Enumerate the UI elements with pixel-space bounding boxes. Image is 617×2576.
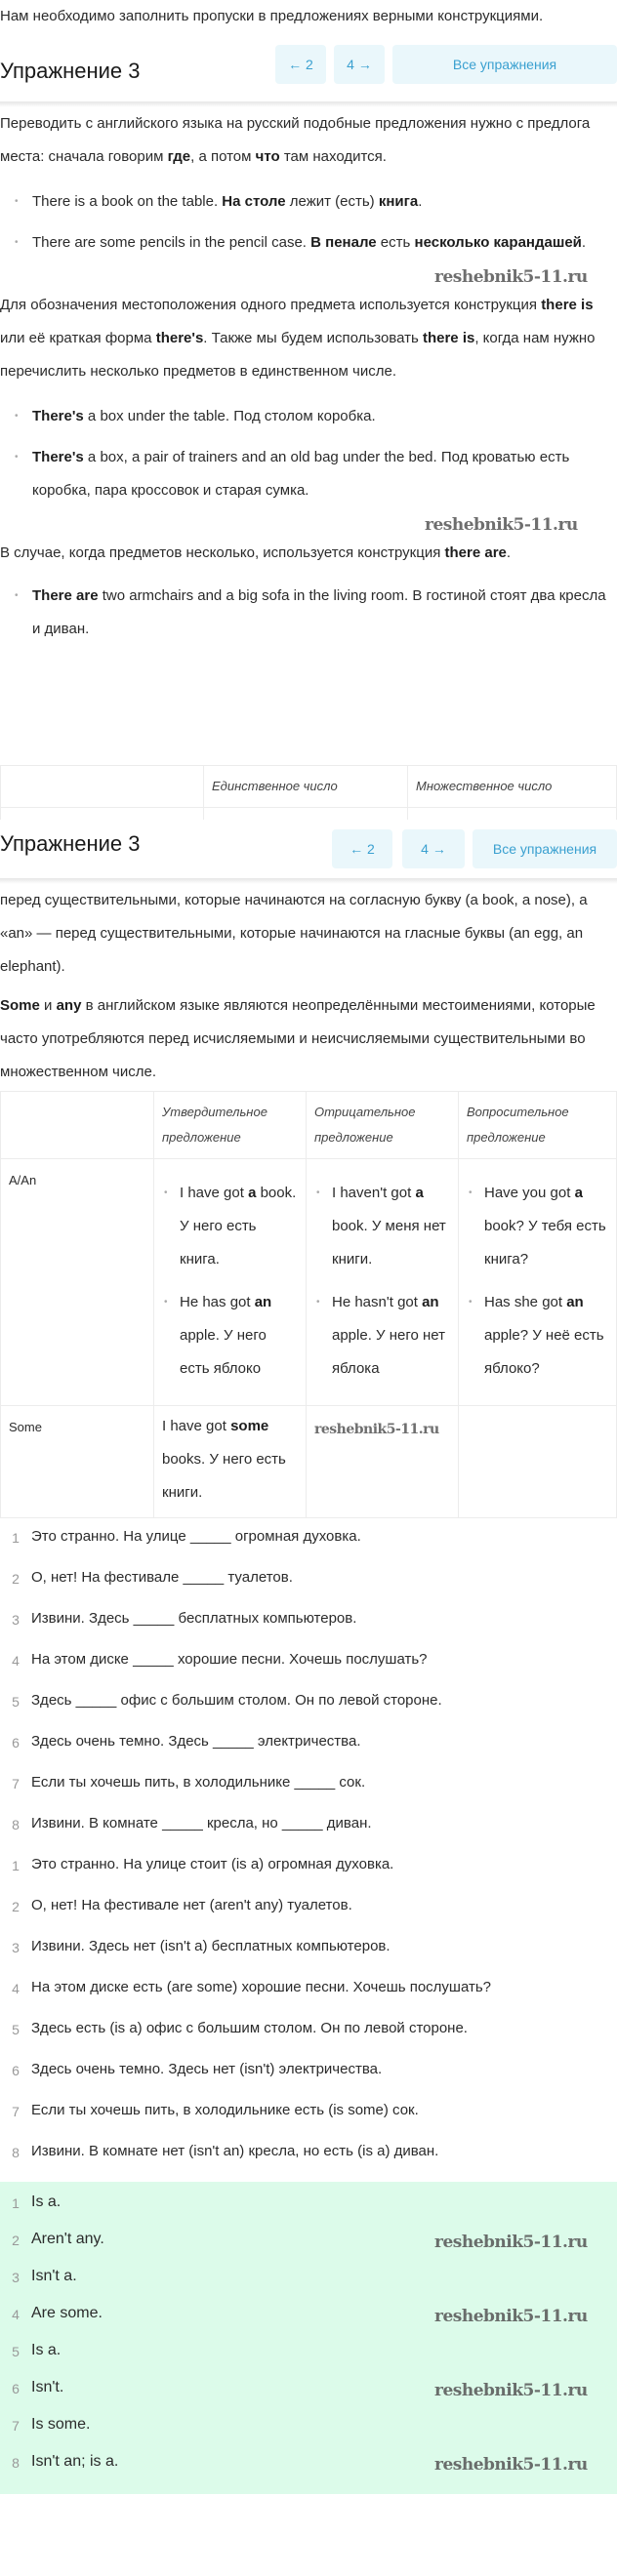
text: There are some pencils in the pencil case.	[32, 234, 311, 251]
text: He hasn't got	[332, 1294, 423, 1310]
theory-paragraph	[0, 537, 617, 570]
watermark: reshebnik5-11.ru	[314, 1422, 439, 1437]
bold-text: В пенале	[310, 234, 377, 251]
item-text: Извини. В комнате _____ кресла, но _____ диван.	[31, 1815, 372, 1831]
item-text: О, нет! На фестивале нет (aren't any) туалетов.	[31, 1897, 352, 1913]
list-item	[32, 226, 617, 260]
answer-item	[0, 2266, 617, 2303]
text: , а потом	[190, 148, 256, 165]
item-number: 8	[12, 2145, 20, 2160]
text: .	[506, 544, 512, 561]
number-table	[0, 765, 617, 820]
sticky-exercise-header	[0, 820, 617, 884]
text: book. У него есть книга.	[180, 1185, 297, 1268]
exercise-item	[0, 1731, 617, 1772]
text: two armchairs and a big sofa in the living room. В гостиной стоят два кресла и диван.	[32, 587, 606, 637]
item-text: Isn't an; is a.	[31, 2453, 119, 2470]
all-exercises-button[interactable]: Все упражнения	[473, 829, 617, 868]
page-title: Упражнение 3	[0, 59, 141, 83]
item-text: Здесь есть (is a) офис с большим столом. Он по левой стороне.	[31, 2020, 468, 2036]
item-text: Извини. Здесь нет (isn't a) бесплатных компьютеров.	[31, 1938, 391, 1954]
translation-item	[0, 1977, 617, 2018]
text: book? У тебя есть книга?	[484, 1218, 606, 1268]
example-list	[0, 185, 617, 260]
item-text: Если ты хочешь пить, в холодильнике _____ сок.	[31, 1774, 366, 1791]
item-text: Aren't any.	[31, 2231, 104, 2247]
list-item	[32, 580, 617, 646]
text: или её краткая форма	[0, 330, 156, 346]
item-text: Извини. Здесь _____ бесплатных компьютеров.	[31, 1610, 357, 1627]
translation-item	[0, 2059, 617, 2100]
item-text: О, нет! На фестивале _____ туалетов.	[31, 1569, 293, 1586]
list-item	[32, 441, 617, 507]
prev-exercise-button[interactable]: ← 2	[275, 45, 326, 84]
all-exercises-button[interactable]: Все упражнения	[392, 45, 617, 84]
example-list	[0, 580, 617, 646]
intro-text: Нам необходимо заполнить пропуски в предложениях верными конструкциями.	[0, 8, 544, 24]
theory-paragraph	[0, 289, 617, 388]
translation-item	[0, 2141, 617, 2182]
theory-section	[0, 0, 617, 820]
item-number: 6	[12, 2063, 20, 2078]
item-text: На этом диске _____ хорошие песни. Хочешь послушать?	[31, 1651, 428, 1668]
table-header-cell	[1, 1092, 154, 1159]
item-number: 4	[12, 2307, 20, 2322]
item-number: 7	[12, 2418, 20, 2434]
watermark: reshebnik5-11.ru	[434, 2233, 588, 2252]
item-number: 2	[12, 2233, 20, 2248]
table-cell	[154, 1406, 307, 1518]
item-number: 5	[12, 2022, 20, 2037]
text: .	[581, 234, 587, 251]
item-number: 5	[12, 1694, 20, 1710]
answers-box	[0, 2182, 617, 2494]
text: I haven't got	[332, 1185, 416, 1201]
bold-text: a	[574, 1185, 583, 1201]
text: a box under the table. Под столом коробка.	[83, 408, 376, 424]
item-number: 4	[12, 1653, 20, 1669]
item-number: 3	[12, 2270, 20, 2285]
answer-item	[0, 2303, 617, 2340]
text: В случае, когда предметов несколько, используется конструкция	[0, 544, 445, 561]
item-number: 1	[12, 1530, 20, 1546]
bold-text: there's	[155, 330, 204, 346]
translation-item	[0, 2100, 617, 2141]
example-list	[0, 400, 617, 507]
exercise-header	[0, 45, 617, 101]
text: Has she got	[484, 1294, 567, 1310]
item-number: 6	[12, 1735, 20, 1751]
item-number: 3	[12, 1612, 20, 1628]
prev-exercise-button[interactable]: ← 2	[332, 829, 392, 868]
theory-paragraph: перед существительными, которые начинаются на согласную букву (a book, a nose), а «an» — перед существительными, которые начинаются на гласные буквы (an egg, an elephant).	[0, 892, 588, 975]
watermark: reshebnik5-11.ru	[425, 515, 578, 535]
item-text: Is a.	[31, 2194, 62, 2210]
table-header-cell: Вопросительное предложение	[459, 1092, 617, 1159]
list-item	[32, 185, 617, 219]
list-item	[484, 1177, 608, 1276]
text: есть	[376, 234, 415, 251]
page-title: Упражнение 3	[0, 831, 141, 856]
text: book. У меня нет книги.	[332, 1218, 446, 1268]
item-text: Is a.	[31, 2342, 62, 2358]
list-item	[332, 1177, 450, 1276]
text: books. У него есть книги.	[162, 1451, 286, 1501]
bold-text: где	[167, 148, 191, 165]
watermark: reshebnik5-11.ru	[434, 2381, 588, 2400]
item-number: 4	[12, 1981, 20, 1996]
bold-text: there is	[422, 330, 475, 346]
bold-text: an	[254, 1294, 272, 1310]
text: , когда нам нужно перечислить несколько предметов в единственном числе.	[0, 330, 596, 380]
list-item	[32, 400, 617, 433]
bold-text: книга	[378, 193, 419, 210]
translation-list	[0, 1854, 617, 2182]
text: There is a book on the table.	[32, 193, 223, 210]
item-number: 8	[12, 2455, 20, 2471]
list-item	[180, 1286, 298, 1386]
item-text: Здесь _____ офис с большим столом. Он по левой стороне.	[31, 1692, 442, 1709]
item-text: Isn't a.	[31, 2268, 77, 2284]
item-number: 2	[12, 1571, 20, 1587]
bold-text: a	[415, 1185, 424, 1201]
bold-text: an	[566, 1294, 584, 1310]
bold-text: несколько карандашей	[414, 234, 582, 251]
text: и	[39, 997, 57, 1014]
item-number: 7	[12, 2104, 20, 2119]
theory-paragraph	[0, 989, 617, 1089]
list-item	[332, 1286, 450, 1386]
bold-text: There's	[32, 449, 84, 465]
item-text: Здесь очень темно. Здесь _____ электричества.	[31, 1733, 361, 1750]
row-label: Some	[1, 1406, 154, 1518]
text: I have got	[162, 1418, 231, 1434]
articles-section	[0, 884, 617, 2494]
item-number: 1	[12, 2195, 20, 2211]
item-text: Are some.	[31, 2305, 103, 2321]
translation-item	[0, 1854, 617, 1895]
item-text: На этом диске есть (are some) хорошие песни. Хочешь послушать?	[31, 1979, 491, 1995]
answer-item	[0, 2229, 617, 2266]
watermark: reshebnik5-11.ru	[434, 2307, 588, 2326]
text: Переводить с английского языка на русский подобные предложения нужно с предлога места: сначала говорим	[0, 115, 591, 165]
text: .	[418, 193, 423, 210]
row-label: A/An	[9, 1173, 37, 1187]
watermark: reshebnik5-11.ru	[434, 267, 588, 287]
item-number: 5	[12, 2344, 20, 2359]
next-exercise-button[interactable]: 4 →	[334, 45, 385, 84]
list-item	[180, 1177, 298, 1276]
text: там находится.	[279, 148, 387, 165]
translation-item	[0, 1895, 617, 1936]
bold-text: На столе	[222, 193, 286, 210]
table-header-cell: Утвердительное предложение	[154, 1092, 307, 1159]
watermark: reshebnik5-11.ru	[434, 2455, 588, 2475]
exercise-item	[0, 1567, 617, 1608]
bold-text: что	[255, 148, 280, 165]
bold-text: an	[422, 1294, 439, 1310]
table-header-cell: Отрицательное предложение	[307, 1092, 459, 1159]
item-number: 8	[12, 1817, 20, 1832]
bold-text: There's	[32, 408, 84, 424]
item-number: 1	[12, 1858, 20, 1873]
text: apple. У него есть яблоко	[180, 1327, 267, 1377]
text: apple. У него нет яблока	[332, 1327, 446, 1377]
item-text: Это странно. На улице стоит (is a) огромная духовка.	[31, 1856, 394, 1872]
bold-text: there are	[444, 544, 507, 561]
item-text: Если ты хочешь пить, в холодильнике есть (is some) сок.	[31, 2102, 419, 2118]
exercise-item	[0, 1608, 617, 1649]
text: . Также мы будем использовать	[203, 330, 423, 346]
translation-item	[0, 2018, 617, 2059]
answer-item	[0, 2340, 617, 2377]
bold-text: there is	[541, 297, 594, 313]
table-header-cell	[1, 766, 204, 808]
item-number: 3	[12, 1940, 20, 1955]
item-number: 7	[12, 1776, 20, 1791]
articles-table	[0, 1091, 617, 1518]
item-number: 2	[12, 1899, 20, 1914]
item-text: Извини. В комнате нет (isn't an) кресла, но есть (is a) диван.	[31, 2143, 439, 2159]
answer-item	[0, 2377, 617, 2414]
item-text: Isn't.	[31, 2379, 64, 2395]
answer-item	[0, 2192, 617, 2229]
theory-paragraph	[0, 107, 617, 174]
text: He has got	[180, 1294, 255, 1310]
item-number: 6	[12, 2381, 20, 2396]
text: Have you got	[484, 1185, 575, 1201]
text: в английском языке являются неопределёнными местоимениями, которые часто употребляются перед исчисляемыми и неисчисляемыми существительными во множественном числе.	[0, 997, 596, 1080]
translation-item	[0, 1936, 617, 1977]
text: Для обозначения местоположения одного предмета используется конструкция	[0, 297, 542, 313]
exercise-item	[0, 1772, 617, 1813]
table-header-cell: Множественное число	[408, 766, 617, 808]
answer-item	[0, 2414, 617, 2451]
item-text: Это странно. На улице _____ огромная духовка.	[31, 1528, 361, 1545]
list-item	[484, 1286, 608, 1386]
text: лежит (есть)	[285, 193, 379, 210]
exercise-item	[0, 1526, 617, 1567]
exercise-item	[0, 1813, 617, 1854]
item-text: Is some.	[31, 2416, 91, 2433]
exercise-list	[0, 1526, 617, 1854]
exercise-item	[0, 1690, 617, 1731]
text: a box, a pair of trainers and an old bag under the bed. Под кроватью есть коробка, пара кроссовок и старая сумка.	[32, 449, 570, 499]
answer-item	[0, 2451, 617, 2488]
next-exercise-button[interactable]: 4 →	[402, 829, 465, 868]
text: I have got	[180, 1185, 249, 1201]
table-header-cell: Единственное число	[204, 766, 408, 808]
item-text: Здесь очень темно. Здесь нет (isn't) электричества.	[31, 2061, 383, 2077]
bold-text: a	[248, 1185, 257, 1201]
exercise-item	[0, 1649, 617, 1690]
bold-text: Some	[0, 997, 40, 1014]
bold-text: There are	[32, 587, 99, 604]
text: apple? У неё есть яблоко?	[484, 1327, 604, 1377]
bold-text: some	[230, 1418, 269, 1434]
bold-text: any	[56, 997, 82, 1014]
